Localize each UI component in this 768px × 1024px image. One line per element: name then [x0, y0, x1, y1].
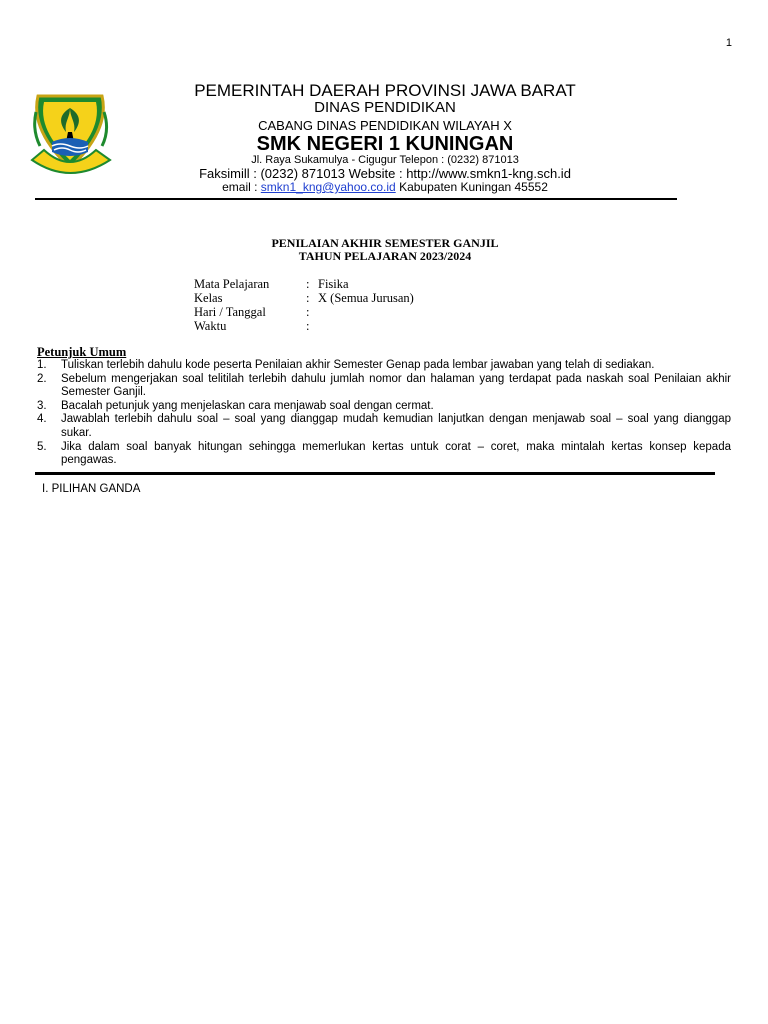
info-colon: :: [306, 305, 310, 319]
info-key: Waktu: [194, 319, 227, 333]
letterhead-province: PEMERINTAH DAERAH PROVINSI JAWA BARAT: [194, 81, 576, 100]
instructions-heading: Petunjuk Umum: [37, 345, 127, 359]
letterhead-department: DINAS PENDIDIKAN: [314, 99, 456, 116]
instruction-number: 5.: [37, 440, 47, 453]
instruction-number: 4.: [37, 413, 47, 426]
info-key: Hari / Tanggal: [194, 305, 266, 319]
info-value: X (Semua Jurusan): [318, 291, 414, 305]
exam-year: TAHUN PELAJARAN 2023/2024: [298, 249, 472, 263]
instruction-text: Sebelum mengerjakan soal telitilah terlebih dahulu jumlah nomor dan halaman yang terdapat pada naskah soal Penilaian akhir Semester Ganjil.: [61, 372, 731, 399]
info-row-time: [194, 319, 414, 333]
instruction-text: Bacalah petunjuk yang menjelaskan cara menjawab soal dengan cermat.: [61, 399, 434, 412]
page-number: 1: [725, 37, 732, 49]
exam-title: PENILAIAN AKHIR SEMESTER GANJIL: [271, 236, 499, 250]
instruction-number: 2.: [37, 372, 47, 385]
instruction-item: [37, 373, 731, 400]
info-colon: :: [306, 319, 310, 333]
school-email-line: [130, 180, 640, 194]
info-row-class: [194, 291, 414, 305]
instructions-list: [37, 359, 731, 468]
instruction-number: 3.: [37, 399, 47, 412]
school-name: SMK NEGERI 1 KUNINGAN: [256, 133, 514, 155]
instruction-item: [37, 400, 731, 414]
instruction-text: Jawablah terlebih dahulu soal – soal yang dianggap mudah kemudian lanjutkan dengan menjawab soal – soal yang dianggap sukar.: [61, 413, 731, 439]
instruction-item: [37, 441, 731, 468]
school-address: Jl. Raya Sukamulya - Cigugur Telepon : (0232) 871013: [251, 154, 519, 166]
header-divider: [35, 198, 677, 200]
school-fax-website: Faksimill : (0232) 871013 Website : http://www.smkn1-kng.sch.id: [199, 166, 571, 181]
info-key: Mata Pelajaran: [194, 277, 270, 291]
instruction-text: Tuliskan terlebih dahulu kode peserta Penilaian akhir Semester Genap pada lembar jawaban yang telah di sediakan.: [61, 359, 655, 371]
email-suffix: Kabupaten Kuningan 45552: [395, 180, 548, 194]
exam-info-table: [194, 277, 414, 333]
west-java-emblem-icon: [30, 90, 118, 176]
instruction-text: Jika dalam soal banyak hitungan sehingga memerlukan kertas untuk corat – coret, maka mintalah kertas konsep kepada pengawas.: [61, 440, 731, 467]
info-key: Kelas: [194, 291, 223, 305]
email-link[interactable]: smkn1_kng@yahoo.co.id: [260, 180, 396, 194]
info-colon: :: [306, 277, 310, 291]
info-row-date: [194, 305, 414, 319]
section-divider: [35, 472, 715, 475]
instruction-item: [37, 413, 731, 440]
info-value: Fisika: [318, 277, 349, 291]
info-row-subject: [194, 277, 414, 291]
instruction-item: [37, 359, 731, 373]
info-colon: :: [306, 291, 310, 305]
instruction-number: 1.: [37, 359, 47, 371]
letterhead-branch: CABANG DINAS PENDIDIKAN WILAYAH X: [258, 118, 512, 133]
section-label-multiple-choice: I. PILIHAN GANDA: [42, 483, 141, 495]
email-prefix: email :: [222, 180, 261, 194]
